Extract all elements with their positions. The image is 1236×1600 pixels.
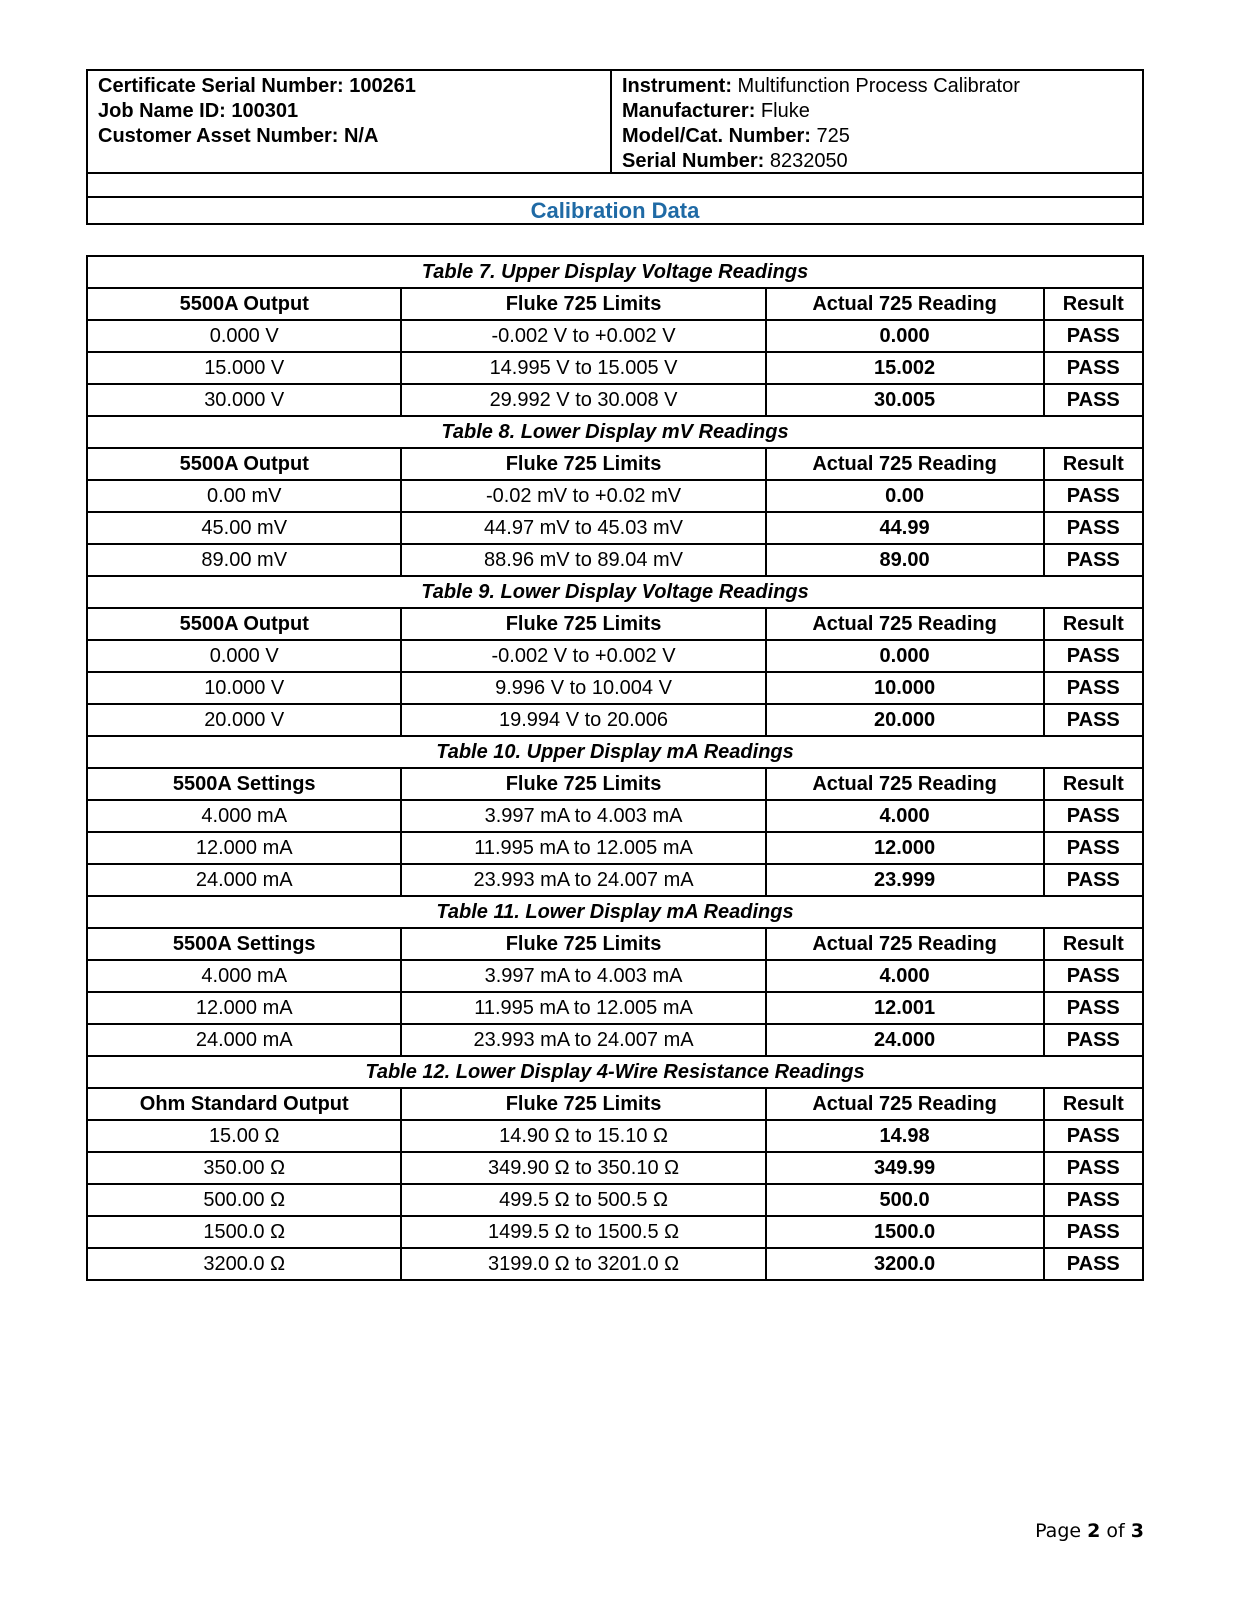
- header-divider: [88, 172, 1142, 174]
- limits-cell: 23.993 mA to 24.007 mA: [401, 864, 765, 896]
- serial-line: [622, 149, 1142, 174]
- actual-reading-cell: 1500.0: [766, 1216, 1044, 1248]
- limits-cell: -0.002 V to +0.002 V: [401, 640, 765, 672]
- limits-cell: 14.995 V to 15.005 V: [401, 352, 765, 384]
- table-title-row: [87, 896, 1143, 928]
- limits-cell: 3.997 mA to 4.003 mA: [401, 800, 765, 832]
- result-cell: PASS: [1044, 992, 1143, 1024]
- standard-output-cell: 0.000 V: [87, 640, 401, 672]
- table-row: [87, 1184, 1143, 1216]
- standard-output-cell: 0.00 mV: [87, 480, 401, 512]
- column-header: Fluke 725 Limits: [401, 768, 765, 800]
- table-row: [87, 480, 1143, 512]
- table-row: [87, 832, 1143, 864]
- table-title: Table 9. Lower Display Voltage Readings: [87, 576, 1143, 608]
- standard-output-cell: 4.000 mA: [87, 960, 401, 992]
- page-current: 2: [1087, 1520, 1101, 1542]
- standard-output-cell: 3200.0 Ω: [87, 1248, 401, 1280]
- serial-value: 8232050: [764, 150, 848, 172]
- column-header: Fluke 725 Limits: [401, 448, 765, 480]
- table-row: [87, 544, 1143, 576]
- actual-reading-cell: 14.98: [766, 1120, 1044, 1152]
- limits-cell: 9.996 V to 10.004 V: [401, 672, 765, 704]
- standard-output-cell: 4.000 mA: [87, 800, 401, 832]
- limits-cell: -0.002 V to +0.002 V: [401, 320, 765, 352]
- column-header: 5500A Settings: [87, 928, 401, 960]
- actual-reading-cell: 4.000: [766, 800, 1044, 832]
- table-row: [87, 672, 1143, 704]
- standard-output-cell: 15.00 Ω: [87, 1120, 401, 1152]
- standard-output-cell: 10.000 V: [87, 672, 401, 704]
- actual-reading-cell: 10.000: [766, 672, 1044, 704]
- result-cell: PASS: [1044, 544, 1143, 576]
- table-row: [87, 992, 1143, 1024]
- actual-reading-cell: 12.000: [766, 832, 1044, 864]
- limits-cell: 14.90 Ω to 15.10 Ω: [401, 1120, 765, 1152]
- customer-asset-number: Customer Asset Number: N/A: [98, 125, 379, 147]
- limits-cell: 88.96 mV to 89.04 mV: [401, 544, 765, 576]
- instrument-value: Multifunction Process Calibrator: [732, 75, 1020, 97]
- model-label: Model/Cat. Number:: [622, 125, 811, 147]
- actual-reading-cell: 3200.0: [766, 1248, 1044, 1280]
- manufacturer-label: Manufacturer:: [622, 100, 756, 122]
- manufacturer-value: Fluke: [755, 100, 810, 122]
- result-cell: PASS: [1044, 864, 1143, 896]
- standard-output-cell: 45.00 mV: [87, 512, 401, 544]
- actual-reading-cell: 44.99: [766, 512, 1044, 544]
- result-cell: PASS: [1044, 320, 1143, 352]
- limits-cell: 3.997 mA to 4.003 mA: [401, 960, 765, 992]
- standard-output-cell: 500.00 Ω: [87, 1184, 401, 1216]
- standard-output-cell: 30.000 V: [87, 384, 401, 416]
- actual-reading-cell: 0.000: [766, 640, 1044, 672]
- limits-cell: 11.995 mA to 12.005 mA: [401, 992, 765, 1024]
- standard-output-cell: 0.000 V: [87, 320, 401, 352]
- table-title: Table 11. Lower Display mA Readings: [87, 896, 1143, 928]
- table-title-row: [87, 576, 1143, 608]
- limits-cell: 11.995 mA to 12.005 mA: [401, 832, 765, 864]
- column-header: Fluke 725 Limits: [401, 928, 765, 960]
- page-of: of: [1100, 1520, 1131, 1542]
- table-title: Table 12. Lower Display 4-Wire Resistance Readings: [87, 1056, 1143, 1088]
- column-header: Result: [1044, 1088, 1143, 1120]
- instrument-info: [612, 71, 1142, 172]
- column-header: Actual 725 Reading: [766, 1088, 1044, 1120]
- result-cell: PASS: [1044, 1184, 1143, 1216]
- table-title: Table 7. Upper Display Voltage Readings: [87, 256, 1143, 288]
- limits-cell: 349.90 Ω to 350.10 Ω: [401, 1152, 765, 1184]
- page-number: [1000, 1520, 1144, 1542]
- column-header: Result: [1044, 288, 1143, 320]
- result-cell: PASS: [1044, 1120, 1143, 1152]
- standard-output-cell: 350.00 Ω: [87, 1152, 401, 1184]
- column-header: Actual 725 Reading: [766, 608, 1044, 640]
- table-title-row: [87, 1056, 1143, 1088]
- table-row: [87, 864, 1143, 896]
- model-line: [622, 124, 1142, 149]
- table-row: [87, 352, 1143, 384]
- column-header: Ohm Standard Output: [87, 1088, 401, 1120]
- table-row: [87, 800, 1143, 832]
- column-header: 5500A Output: [87, 448, 401, 480]
- page-total: 3: [1130, 1520, 1144, 1542]
- table-row: [87, 704, 1143, 736]
- column-header: Actual 725 Reading: [766, 928, 1044, 960]
- actual-reading-cell: 0.000: [766, 320, 1044, 352]
- page-prefix: Page: [1035, 1520, 1088, 1542]
- limits-cell: 19.994 V to 20.006: [401, 704, 765, 736]
- actual-reading-cell: 24.000: [766, 1024, 1044, 1056]
- result-cell: PASS: [1044, 800, 1143, 832]
- column-header-row: [87, 768, 1143, 800]
- certificate-info: [88, 71, 612, 172]
- job-name-id: Job Name ID: 100301: [98, 100, 299, 122]
- table-row: [87, 640, 1143, 672]
- instrument-line: [622, 74, 1142, 99]
- table-title: Table 10. Upper Display mA Readings: [87, 736, 1143, 768]
- limits-cell: 3199.0 Ω to 3201.0 Ω: [401, 1248, 765, 1280]
- result-cell: PASS: [1044, 512, 1143, 544]
- standard-output-cell: 15.000 V: [87, 352, 401, 384]
- column-header: 5500A Output: [87, 288, 401, 320]
- result-cell: PASS: [1044, 672, 1143, 704]
- certificate-serial-number: Certificate Serial Number: 100261: [98, 75, 416, 97]
- table-row: [87, 1120, 1143, 1152]
- table-row: [87, 1152, 1143, 1184]
- result-cell: PASS: [1044, 1248, 1143, 1280]
- column-header: Result: [1044, 768, 1143, 800]
- result-cell: PASS: [1044, 352, 1143, 384]
- table-row: [87, 320, 1143, 352]
- limits-cell: 29.992 V to 30.008 V: [401, 384, 765, 416]
- column-header: Result: [1044, 448, 1143, 480]
- calibration-data-title: Calibration Data: [530, 198, 700, 223]
- limits-cell: 23.993 mA to 24.007 mA: [401, 1024, 765, 1056]
- column-header: 5500A Settings: [87, 768, 401, 800]
- model-value: 725: [810, 125, 850, 147]
- column-header-row: [87, 608, 1143, 640]
- table-title-row: [87, 736, 1143, 768]
- actual-reading-cell: 89.00: [766, 544, 1044, 576]
- actual-reading-cell: 30.005: [766, 384, 1044, 416]
- column-header-row: [87, 1088, 1143, 1120]
- result-cell: PASS: [1044, 1024, 1143, 1056]
- column-header: Actual 725 Reading: [766, 288, 1044, 320]
- actual-reading-cell: 15.002: [766, 352, 1044, 384]
- table-title-row: [87, 256, 1143, 288]
- standard-output-cell: 24.000 mA: [87, 864, 401, 896]
- column-header: Result: [1044, 608, 1143, 640]
- column-header: Result: [1044, 928, 1143, 960]
- column-header-row: [87, 288, 1143, 320]
- column-header: Actual 725 Reading: [766, 768, 1044, 800]
- limits-cell: 44.97 mV to 45.03 mV: [401, 512, 765, 544]
- standard-output-cell: 1500.0 Ω: [87, 1216, 401, 1248]
- table-title-row: [87, 416, 1143, 448]
- column-header: Fluke 725 Limits: [401, 288, 765, 320]
- column-header-row: [87, 448, 1143, 480]
- standard-output-cell: 89.00 mV: [87, 544, 401, 576]
- table-title: Table 8. Lower Display mV Readings: [87, 416, 1143, 448]
- result-cell: PASS: [1044, 960, 1143, 992]
- limits-cell: 499.5 Ω to 500.5 Ω: [401, 1184, 765, 1216]
- result-cell: PASS: [1044, 384, 1143, 416]
- table-row: [87, 512, 1143, 544]
- certificate-header: [86, 69, 1144, 225]
- calibration-table: [86, 255, 1144, 1281]
- column-header: Fluke 725 Limits: [401, 1088, 765, 1120]
- table-row: [87, 960, 1143, 992]
- instrument-label: Instrument:: [622, 75, 732, 97]
- column-header: 5500A Output: [87, 608, 401, 640]
- column-header-row: [87, 928, 1143, 960]
- limits-cell: 1499.5 Ω to 1500.5 Ω: [401, 1216, 765, 1248]
- actual-reading-cell: 20.000: [766, 704, 1044, 736]
- actual-reading-cell: 349.99: [766, 1152, 1044, 1184]
- result-cell: PASS: [1044, 1216, 1143, 1248]
- table-row: [87, 384, 1143, 416]
- table-row: [87, 1216, 1143, 1248]
- actual-reading-cell: 0.00: [766, 480, 1044, 512]
- standard-output-cell: 20.000 V: [87, 704, 401, 736]
- result-cell: PASS: [1044, 832, 1143, 864]
- result-cell: PASS: [1044, 480, 1143, 512]
- result-cell: PASS: [1044, 704, 1143, 736]
- actual-reading-cell: 500.0: [766, 1184, 1044, 1216]
- column-header: Actual 725 Reading: [766, 448, 1044, 480]
- limits-cell: -0.02 mV to +0.02 mV: [401, 480, 765, 512]
- actual-reading-cell: 23.999: [766, 864, 1044, 896]
- actual-reading-cell: 12.001: [766, 992, 1044, 1024]
- result-cell: PASS: [1044, 1152, 1143, 1184]
- actual-reading-cell: 4.000: [766, 960, 1044, 992]
- table-row: [87, 1024, 1143, 1056]
- serial-label: Serial Number:: [622, 150, 765, 172]
- table-row: [87, 1248, 1143, 1280]
- standard-output-cell: 12.000 mA: [87, 832, 401, 864]
- standard-output-cell: 24.000 mA: [87, 1024, 401, 1056]
- result-cell: PASS: [1044, 640, 1143, 672]
- standard-output-cell: 12.000 mA: [87, 992, 401, 1024]
- column-header: Fluke 725 Limits: [401, 608, 765, 640]
- manufacturer-line: [622, 99, 1142, 124]
